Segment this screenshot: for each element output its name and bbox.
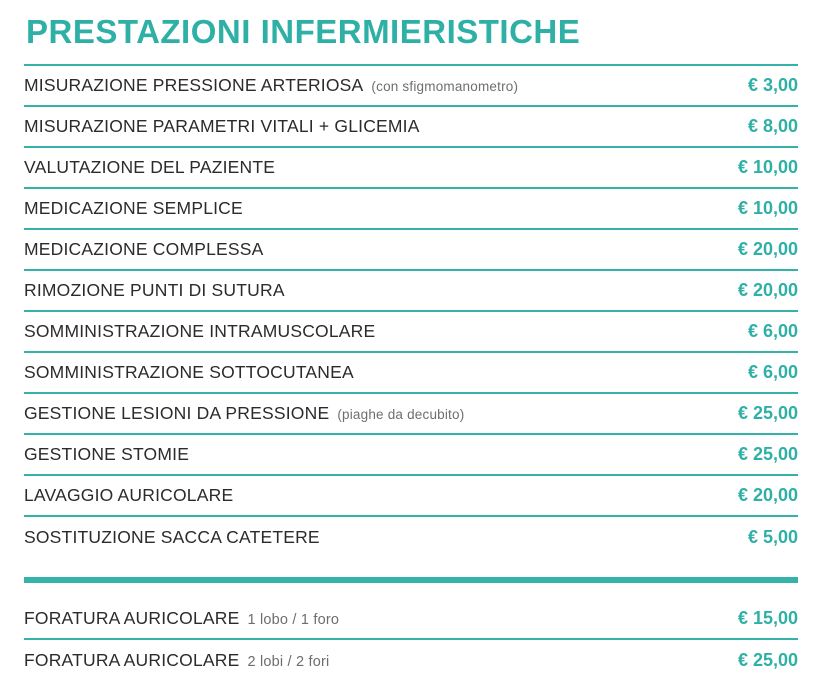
service-name: RIMOZIONE PUNTI DI SUTURA [24,280,285,301]
service-name: MISURAZIONE PRESSIONE ARTERIOSA [24,75,364,96]
service-note: 1 lobo / 1 foro [247,611,340,628]
service-name: MEDICAZIONE SEMPLICE [24,198,243,219]
table-row [24,639,798,680]
service-price: € 25,00 [678,393,798,434]
service-cell [24,598,678,639]
section-separator-row [24,557,798,598]
table-row [24,106,798,147]
table-row [24,65,798,106]
service-price: € 5,00 [678,516,798,557]
service-price: € 6,00 [678,352,798,393]
service-note: 2 lobi / 2 fori [247,653,330,670]
service-name: MISURAZIONE PARAMETRI VITALI + GLICEMIA [24,116,420,137]
service-name: SOMMINISTRAZIONE SOTTOCUTANEA [24,362,354,383]
table-row [24,147,798,188]
service-cell [24,188,678,229]
service-cell [24,352,678,393]
service-price: € 10,00 [678,147,798,188]
table-row [24,270,798,311]
service-name: SOMMINISTRAZIONE INTRAMUSCOLARE [24,321,376,342]
service-cell [24,393,678,434]
table-row [24,311,798,352]
service-cell [24,516,678,557]
service-note: (con sfigmomanometro) [371,79,519,95]
table-row [24,393,798,434]
service-cell [24,434,678,475]
service-cell [24,639,678,680]
table-row [24,229,798,270]
service-name: LAVAGGIO AURICOLARE [24,485,234,506]
services-table [24,64,798,680]
service-name: FORATURA AURICOLARE [24,607,240,628]
section-separator-cell [24,557,798,598]
service-cell [24,270,678,311]
table-row [24,434,798,475]
service-price: € 20,00 [678,229,798,270]
table-row [24,475,798,516]
service-note: (piaghe da decubito) [337,407,465,423]
service-price: € 25,00 [678,639,798,680]
service-cell [24,106,678,147]
service-price: € 25,00 [678,434,798,475]
service-name: VALUTAZIONE DEL PAZIENTE [24,157,276,178]
service-name: FORATURA AURICOLARE [24,649,240,670]
service-cell [24,475,678,516]
service-price: € 6,00 [678,311,798,352]
table-row [24,352,798,393]
table-row [24,598,798,639]
service-cell [24,65,678,106]
service-name: SOSTITUZIONE SACCA CATETERE [24,526,320,547]
service-cell [24,147,678,188]
service-price: € 10,00 [678,188,798,229]
service-price: € 20,00 [678,270,798,311]
services-table-body [24,65,798,680]
service-price: € 8,00 [678,106,798,147]
service-name: GESTIONE LESIONI DA PRESSIONE [24,403,330,424]
service-cell [24,311,678,352]
service-cell [24,229,678,270]
section-divider [24,577,798,583]
service-name: MEDICAZIONE COMPLESSA [24,239,264,260]
service-price: € 15,00 [737,607,798,628]
table-row [24,516,798,557]
page-title: PRESTAZIONI INFERMIERISTICHE [26,13,581,50]
table-row [24,188,798,229]
service-name: GESTIONE STOMIE [24,444,190,465]
service-price: € 3,00 [678,65,798,106]
service-price: € 20,00 [678,475,798,516]
